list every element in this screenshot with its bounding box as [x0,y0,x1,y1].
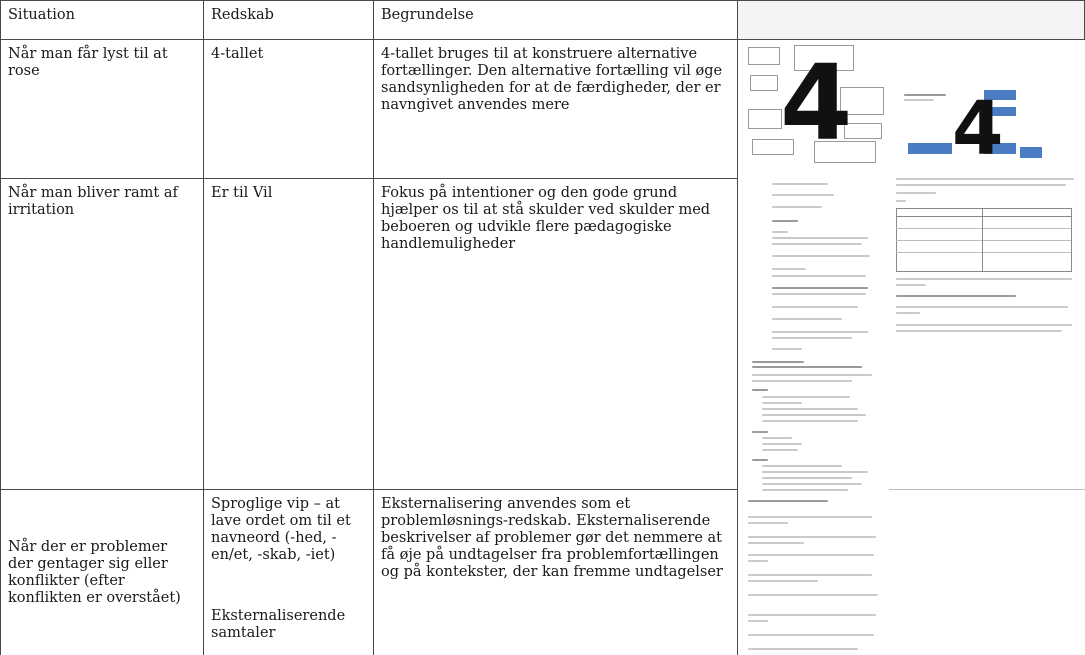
row-divider [0,39,1085,40]
row3-redskab-2: Eksternaliserende samtaler [211,608,346,641]
row3-begrundelse: Eksternalisering anvendes som et problemløsnings-redskab. Eksternaliserende beskrivelser af problemer gør det nemmere at få øje på undtagelser fra problemfortællingen og på kontekster, der kan fremme undtagelser [381,496,723,580]
table-border-top [0,0,1085,1]
4-diagram-sketch-image [744,41,895,171]
worksheet-thumbnail [892,174,1078,346]
column-divider [737,0,738,655]
row-divider [0,489,738,490]
big-4-glyph: 4 [952,90,1004,170]
row2-situation: Når man bliver ramt af irritation [8,185,178,218]
row2-begrundelse: Fokus på intentioner og den gode grund hjælper os til at stå skulder ved skulder med beboeren og udvikle flere pædagogiske handlemuligheder [381,185,711,252]
row-divider [0,178,738,179]
header-situation: Situation [8,7,75,23]
header-redskab: Redskab [211,7,274,23]
empty-header-cell [737,1,1084,39]
header-begrundelse: Begrundelse [381,7,474,23]
row1-situation: Når man får lyst til at rose [8,46,168,79]
4-diagram-blue-image [900,90,1050,170]
row1-redskab: 4-tallet [211,46,264,62]
row-divider [889,489,1085,490]
row3-redskab-1: Sproglige vip – at lave ordet om til et navneord (-hed, -en/et, -skab, -iet) [211,496,351,563]
big-4-glyph: 4 [780,42,853,164]
row3-situation: Når der er problemer der gentager sig eller konflikter (efter konflikten er overstået) [8,539,181,606]
text-page-thumbnail [748,175,886,495]
row1-begrundelse: 4-tallet bruges til at konstruere alternative fortællinger. Den alternative fortælling vil øge sandsynligheden for at de færdigheder, der er navngivet anvendes mere [381,46,723,113]
faded-text-thumbnail [744,496,884,654]
row2-redskab: Er til Vil [211,185,273,201]
